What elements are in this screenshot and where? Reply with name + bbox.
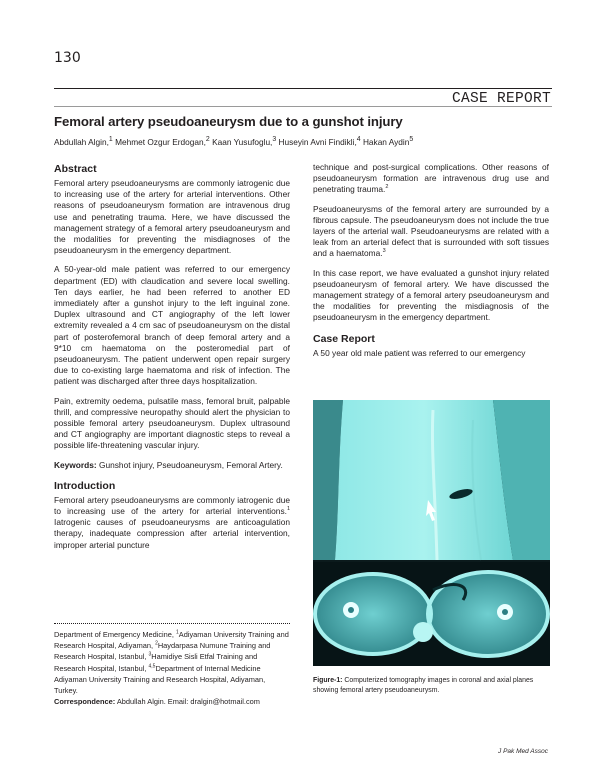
abstract-paragraph: A 50-year-old male patient was referred to our emergency department (ED) with claudication and severe local swelling. Ten days earlier, he had been referred to another ED immediately after a gunshot injury to the left inguinal zone. Duplex ultrasound and CT angiography of the left lower extremity revealed a 4 cm sac of pseudoaneurysm on the distal part of posterofemoral branch of deep femoral artery and a 9*10 cm haematoma on the posteromedial part of pseudoaneurysm. The patient underwent open repair surgery due to co-existing large haematoma and risk of infection. The patient was discharged after three days hospitalization. [54,264,290,387]
affiliations-footnote [54,629,290,707]
affiliation-marker: 1 [176,629,179,636]
intro-text: technique and post-surgical complications. Other reasons of pseudoaneurysm formation are intravenous drug use and penetrating trauma. [313,162,549,195]
keywords-label: Keywords: [54,459,97,470]
intro-text: Femoral artery pseudoaneurysms are commonly iatrogenic due to increasing use of the artery for arterial interventions. [54,494,290,517]
citation-marker: 2 [385,184,389,191]
introduction-heading: Introduction [54,479,116,492]
figure-label: Figure-1: [313,677,343,684]
correspondence-label: Correspondence: [54,697,116,707]
keywords [54,460,290,471]
author-name: Hakan Aydin [362,136,410,147]
ct-images [313,400,550,666]
article-type-label: CASE REPORT [451,91,551,107]
affiliation-text: Department of Internal Medicine Adiyaman University Training and Research Hospital, Adiyaman, Turkey. [54,663,266,696]
intro-text: Iatrogenic causes of pseudoaneurysms are anticoagulation therapy, inadequate compression after arterial intervention, improper arterial puncture [54,517,290,550]
journal-name: J Pak Med Assoc [498,748,548,755]
affiliation-marker: 4,5 [148,663,156,670]
author-name: Kaan Yusufoglu, [212,136,273,147]
author-affiliation-marker: 3 [272,136,277,143]
citation-marker: 3 [382,248,386,255]
header-underline [54,106,552,107]
figure-caption-text: Computerized tomography images in coronal and axial planes showing femoral artery pseudoaneurysm. [313,677,534,694]
abstract-paragraph: Pain, extremity oedema, pulsatile mass, femoral bruit, palpable thrill, and compressive neuropathy should alert the physician to possible femoral artery pseudoaneurysm. Duplex ultrasound and CT angiography are important diagnostic steps to reveal a possible life-threatening vascular injury. [54,395,290,451]
right-column [313,162,549,367]
affiliation-marker: 3 [148,651,152,658]
article-title: Femoral artery pseudoaneurysm due to a gunshot injury [54,114,403,129]
author-affiliation-marker: 4 [356,136,361,143]
citation-marker: 1 [286,506,290,513]
case-report-heading: Case Report [313,332,375,345]
introduction-paragraph [313,204,549,260]
introduction-paragraph [54,495,290,551]
figure-caption [313,676,550,695]
affiliation-text: Department of Emergency Medicine, [54,630,176,639]
intro-text: Pseudoaneurysms of the femoral artery are surrounded by a fibrous capsule. The pseudoaneurysm does not include the true layers of the arterial wall. Pseudoaneurysms are related with a leak from an arterial defect that is surrounded with soft tissues and a haematoma. [313,203,549,259]
affiliation-text: Hamidiye Sisli Etfal Training and Research Hospital, Istanbul, [54,652,258,673]
abstract-paragraph: Femoral artery pseudoaneurysms are commonly iatrogenic due to increasing use of the artery for arterial interventions. Other reasons of pseudoaneurysm formation are intravenous drug use and penetrating trauma. Here, we have discussed the management strategy of a femoral artery pseudoaneurysm and the modalities for preventing the misdiagnoses of the pseudoaneurysm in the emergency department. [54,178,290,256]
correspondence-text: Abdullah Algin. Email: dralgin@hotmail.com [115,697,260,707]
header-rule [54,88,552,89]
introduction-paragraph [313,162,549,196]
introduction-paragraph: In this case report, we have evaluated a gunshot injury related pseudoaneurysm of femoral artery. We have discussed the management strategy of a femoral artery pseudoaneurysm and the modalities for preventing the misdiagnosis of the pseudoaneurysm in the emergency department. [313,267,549,323]
abstract-heading: Abstract [54,163,97,175]
page-number: 130 [54,50,81,66]
author-name: Huseyin Avni Findikli, [278,136,357,147]
author-name: Mehmet Ozgur Erdogan, [115,136,206,147]
author-affiliation-marker: 5 [409,136,414,143]
footnote-divider [54,623,290,624]
axial-ct-image [313,562,550,666]
coronal-ct-image [313,400,550,560]
author-list [54,136,413,147]
keywords-list: Gunshot injury, Pseudoaneurysm, Femoral Artery. [98,459,283,470]
affiliation-text: Adiyaman University Training and Research Hospital, Adiyaman, [54,630,289,651]
affiliation-text: Haydarpasa Numune Training and Research Hospital, Istanbul, [54,641,271,662]
case-report-paragraph: A 50 year old male patient was referred to our emergency [313,347,526,358]
left-column [54,162,290,559]
author-name: Abdullah Algin, [54,136,109,147]
author-affiliation-marker: 1 [108,136,113,143]
author-affiliation-marker: 2 [205,136,210,143]
ct-figure [313,400,550,666]
affiliation-marker: 2 [155,640,158,647]
